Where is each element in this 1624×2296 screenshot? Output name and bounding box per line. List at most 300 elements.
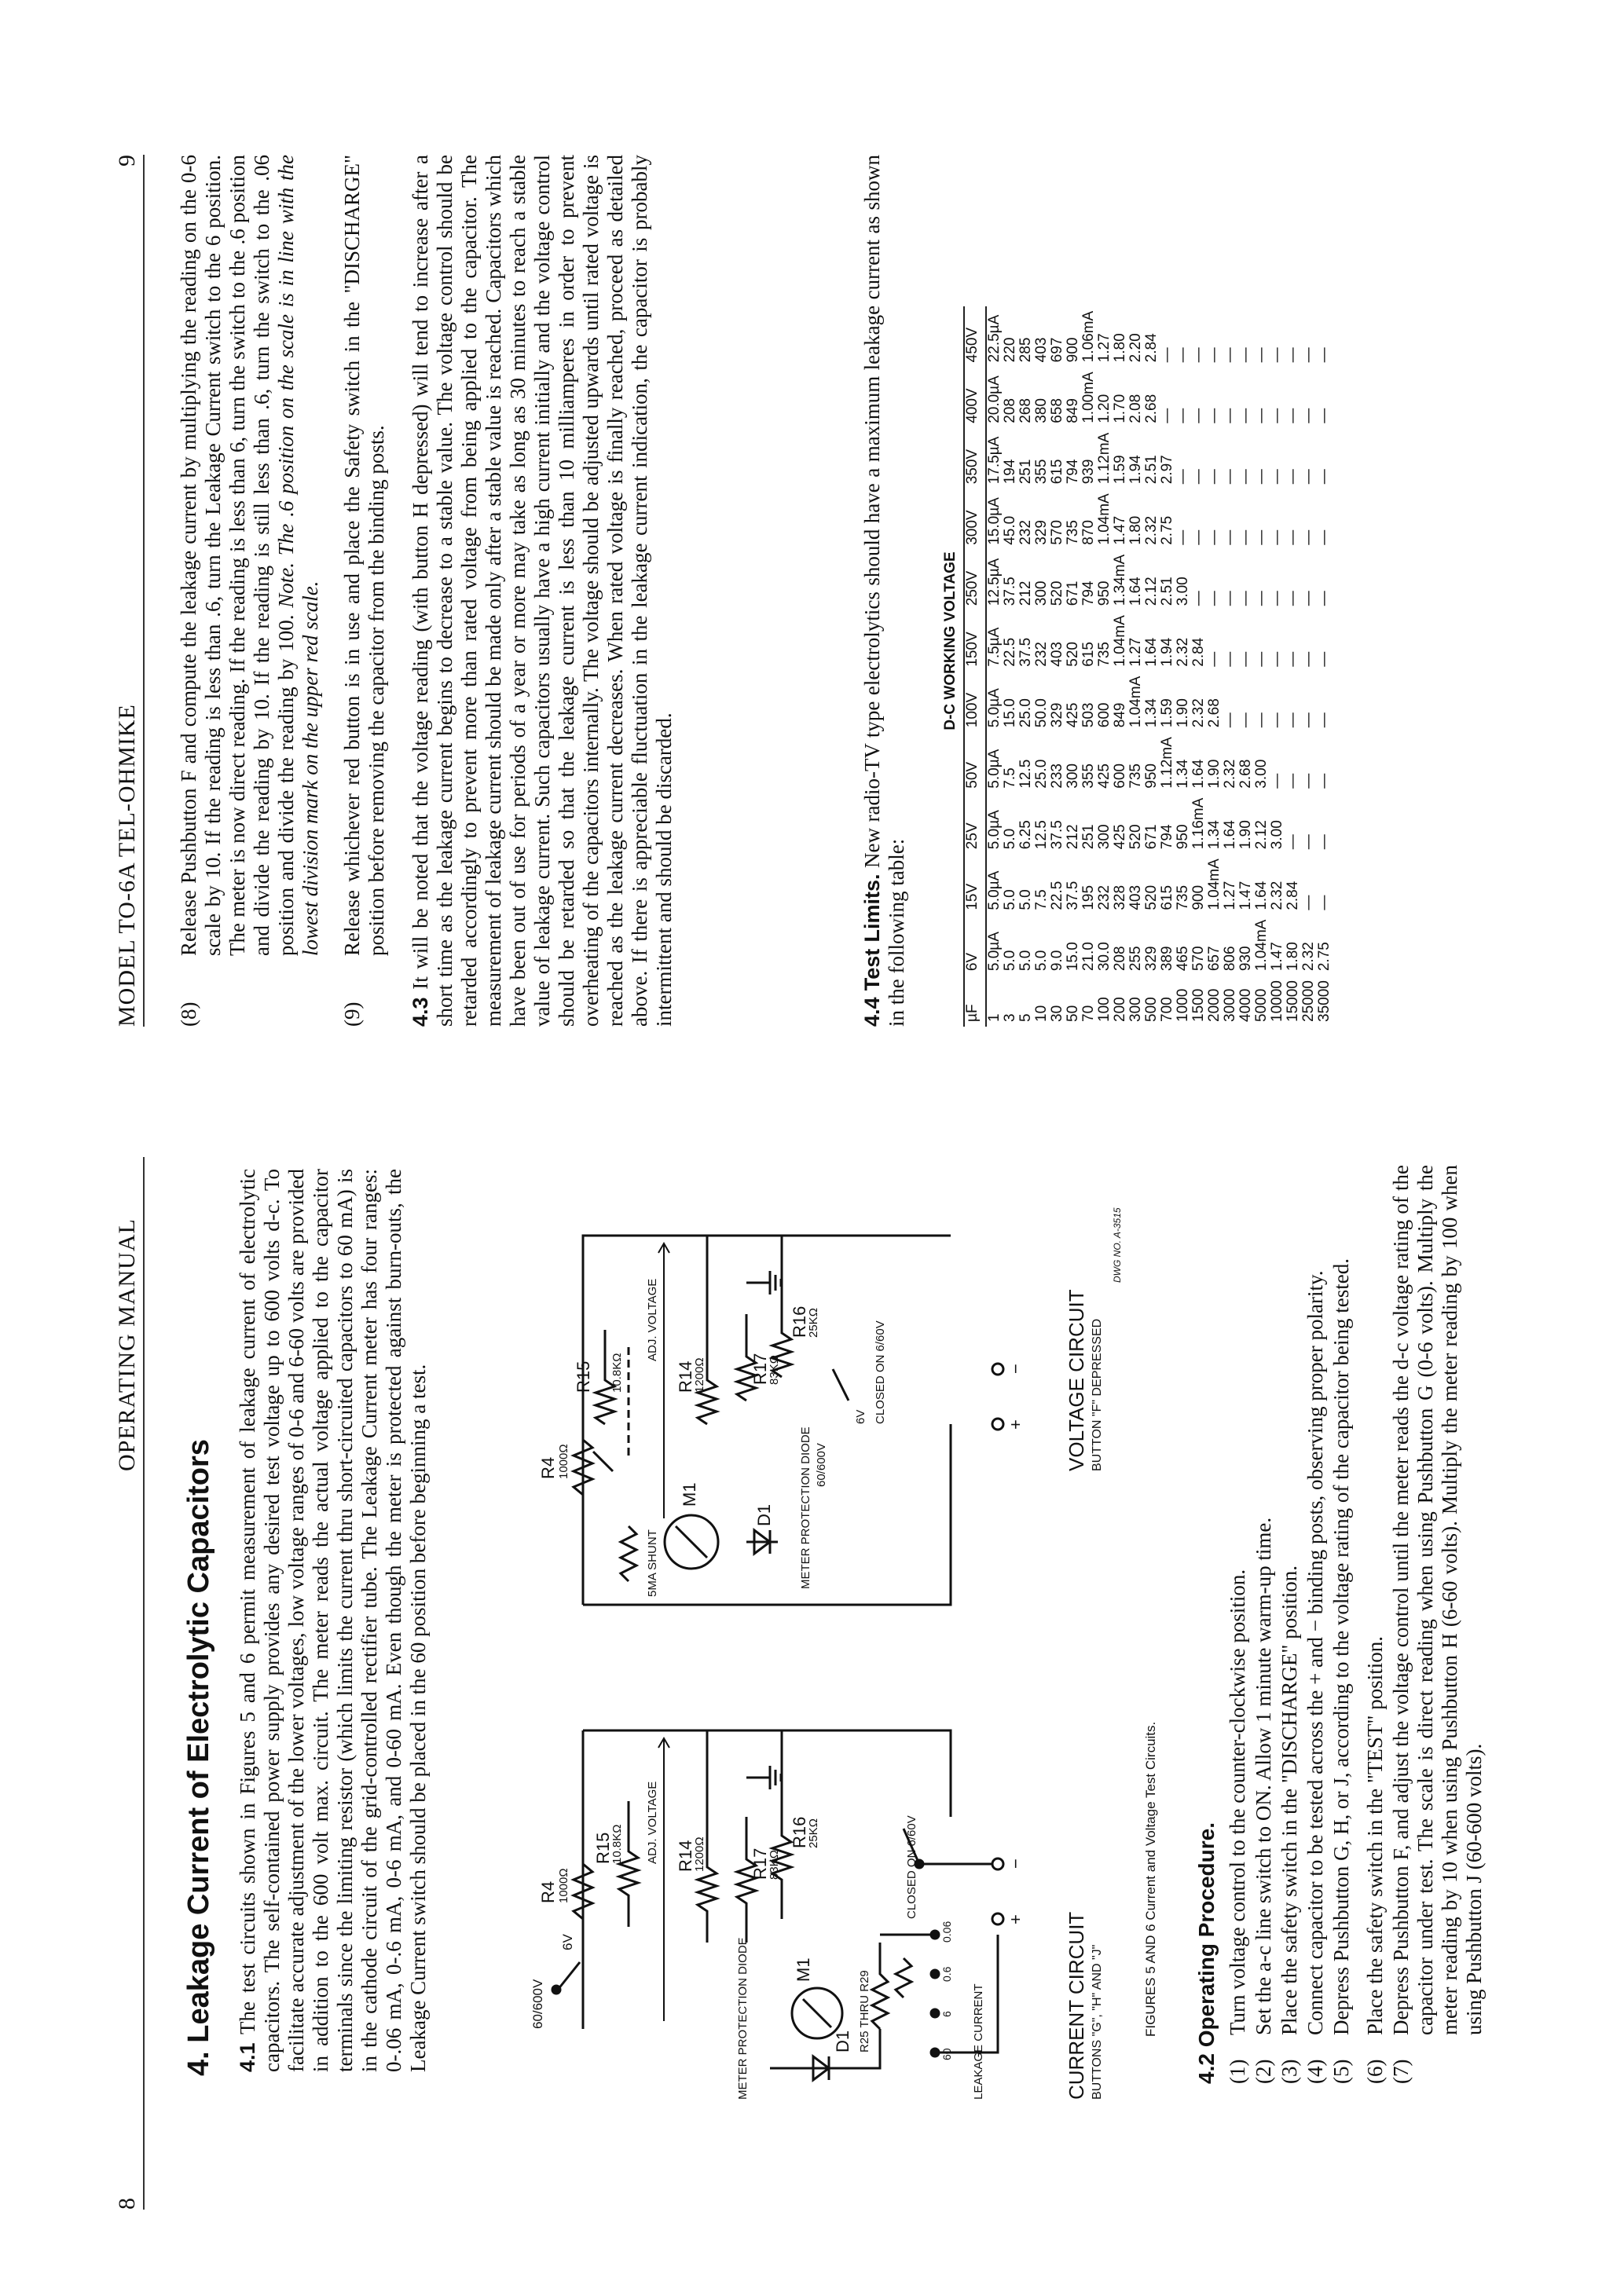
leakage-cell: — (1253, 529, 1270, 545)
para-4-4-text: New radio-TV type electrolytics should have a maximum leakage current as shown in the following table: (860, 154, 908, 1027)
leakage-limits-table (943, 306, 1333, 1027)
leakage-cell: — (1300, 773, 1317, 789)
leakage-cell: 1.34mA (1112, 554, 1128, 606)
leakage-cell: — (1269, 469, 1285, 485)
leakage-cell: 5.0 (1017, 889, 1034, 910)
leakage-cell: 1.64 (1127, 577, 1144, 606)
leakage-cell: 37.5 (1002, 577, 1018, 606)
range-contact-06 (931, 1970, 939, 1978)
r17-resistor (737, 1817, 756, 1943)
leakage-cell: 849 (1112, 702, 1128, 728)
leakage-cell: 794 (1159, 824, 1175, 850)
capacitance-cell: 300 (1127, 997, 1144, 1022)
section-4-heading: 4. Leakage Current of Electrolytic Capacitors (182, 1439, 215, 2076)
leakage-cell: 2.75 (1316, 942, 1333, 972)
r006-label: 0.06 (940, 1921, 953, 1943)
leakage-cell: 520 (1127, 824, 1144, 850)
column-header: 100V (964, 672, 986, 732)
leakage-cell: — (1285, 651, 1301, 667)
leakage-cell: — (1269, 591, 1285, 606)
leakage-cell: 208 (1112, 946, 1128, 972)
leakage-cell: 355 (1080, 764, 1097, 789)
leakage-cell: — (1237, 469, 1254, 485)
leakage-cell: 465 (1175, 946, 1191, 972)
para-4-3-text: It will be noted that the voltage reading (with button H depressed) will tend to increase after a short time as the leakage current begins to decrease to a stable value. The voltage control should be retarded accordingly to prevent more than rated voltage from being applied to the capacitor. The measurement of leakage current should be made only after a stable value is reached. Capacitors which have been out of use for periods of a year or more may take as long as 30 minutes to reach a stable value of leakage current. Such capacitors usually have a high current initially and the voltage control should be retarded so that the leakage current is less than 10 milliamperes in order to prevent overheating of the capacitors internally. The voltage should be adjusted upwards until rated voltage is reached as the leakage current decreases. When rated voltage is finally reached, proceed as detailed above. If there is appreciable fluctuation in the leakage current indication, the capacitor is probably intermittent and should be discarded. (409, 154, 676, 1027)
column-header: 15V (964, 854, 986, 914)
leakage-cell: — (1300, 834, 1317, 850)
leakage-cell: 503 (1080, 702, 1097, 728)
table-row (986, 306, 1003, 1027)
voltage-circuit-subtitle: BUTTON "F" DEPRESSED (1091, 1318, 1104, 1471)
leakage-cell: 615 (1049, 459, 1065, 485)
leakage-cell: 520 (1143, 884, 1160, 910)
leakage-cell: 520 (1065, 642, 1081, 667)
step-6 (1363, 1165, 1388, 2084)
leakage-cell: — (1300, 651, 1317, 667)
leakage-cell: 50.0 (1033, 698, 1050, 728)
table-row (1113, 306, 1128, 1027)
voltage-circuit-diagram (511, 1188, 1061, 1660)
leakage-cell: — (1285, 347, 1301, 363)
leakage-cell: 9.0 (1049, 950, 1065, 972)
step-number: (9) (340, 1002, 364, 1027)
switch-blade (558, 1962, 580, 1990)
leakage-cell: 657 (1206, 946, 1223, 972)
leakage-cell: 794 (1065, 459, 1081, 485)
leakage-cell: — (1269, 408, 1285, 423)
step-8-text: Release Pushbutton F and compute the leakage current by multiplying the reading on the 0-6 scale by 10. If the reading is less than .6, turn the Leakage Current switch to the 6 position. The meter is now direct reading. If the reading is less than 6, turn the switch to the .6 position and divide the reading by 10. If the reading is still less than .6, turn the switch to the .06 position and divide the reading by 100. (177, 155, 298, 956)
leakage-cell: 1.94 (1127, 455, 1144, 485)
leakage-cell: 1.04mA (1096, 493, 1113, 545)
leakage-cell: 194 (1002, 459, 1018, 485)
table-row (1270, 306, 1285, 1027)
leakage-cell: 2.84 (1190, 637, 1207, 667)
diode-label: METER PROTECTION DIODE (736, 1937, 750, 2100)
leakage-cell: — (1253, 591, 1270, 606)
v-ground (746, 1271, 781, 1294)
step-number: (8) (177, 1002, 200, 1027)
leakage-cell: — (1206, 529, 1223, 545)
leakage-cell: 1.16mA (1190, 797, 1207, 850)
leakage-cell: 425 (1112, 824, 1128, 850)
table-row (1144, 306, 1160, 1027)
minus-terminal (992, 1858, 1003, 1869)
v-minus-terminal (992, 1364, 1003, 1375)
v-r17-label: R17 (750, 1353, 770, 1385)
leakage-cell: 7.5 (1002, 767, 1018, 789)
leakage-cell: 2.08 (1127, 394, 1144, 423)
leakage-cell: 329 (1143, 946, 1160, 972)
step-text: Set the a-c line switch to ON. Allow 1 minute warm-up time. (1252, 1517, 1275, 2035)
leakage-cell: 329 (1033, 520, 1050, 545)
leakage-cell: 1.64 (1190, 759, 1207, 789)
table-row (1254, 306, 1270, 1027)
range-resistors (872, 1943, 888, 2029)
leakage-cell: 12.5µA (986, 558, 1003, 606)
column-header: 250V (964, 550, 986, 610)
left-page-number: 8 (114, 2197, 140, 2210)
leakage-cell: 7.5 (1033, 889, 1050, 910)
r6-label: 6 (940, 2011, 953, 2017)
leakage-cell: 900 (1065, 337, 1081, 363)
step-number: (1) (1226, 2059, 1249, 2084)
leakage-cell: — (1316, 529, 1333, 545)
leakage-cell: 2.68 (1237, 759, 1254, 789)
leakage-cell: — (1285, 773, 1301, 789)
leakage-cell: — (1175, 408, 1191, 423)
leakage-cell: 208 (1002, 398, 1018, 423)
leakage-cell: 1.64 (1143, 637, 1160, 667)
leakage-cell: 37.5 (1017, 637, 1034, 667)
leakage-cell: — (1206, 469, 1223, 485)
leakage-cell: 45.0 (1002, 515, 1018, 545)
step-text: Place the safety switch in the "TEST" position. (1363, 1636, 1387, 2035)
leakage-cell: 1.04mA (1127, 676, 1144, 728)
leakage-cell: 1.80 (1127, 515, 1144, 545)
v-r16-label: R16 (790, 1305, 809, 1338)
leakage-cell: 25.0 (1033, 759, 1050, 789)
leakage-cell: 570 (1190, 946, 1207, 972)
voltage-circuit-title: VOLTAGE CIRCUIT (1065, 1289, 1088, 1471)
r4-value: 1000Ω (557, 1868, 570, 1903)
leakage-cell: 300 (1096, 824, 1113, 850)
capacitance-cell: 15000 (1285, 980, 1301, 1022)
leakage-cell: 1.59 (1159, 698, 1175, 728)
leakage-cell: — (1253, 347, 1270, 363)
leakage-cell: 2.12 (1143, 577, 1160, 606)
table-corner (943, 976, 964, 1027)
para-4-1-text: The test circuits shown in Figures 5 and 6 permit measurement of leakage current of electrolytic capacitors. The self-contained power supply provides any desired test voltage up to 600 volts d-c. To facilitate accurate adjustment of the lower voltages, low voltage ranges of 0-6 and 6-60 volts are provided in addition to the 600 volt max. circuit. The meter reads the actual voltage applied to the capacitor terminals since the limiting resistor (which limits the current thru short-circuited capacitors to 60 mA) is in the cathode circuit of the grid-controlled rectifier tube. The Leakage Current meter has four ranges: 0-.06 mA, 0-.6 mA, 0-6 mA, and 0-60 mA. Even though the meter is protected against burn-outs, the Leakage Current switch should be placed in the 60 position before beginning a test. (236, 1169, 430, 2072)
plus-terminal (992, 1913, 1003, 1924)
v-r17-value: 83KΩ (768, 1355, 781, 1385)
leakage-cell: 950 (1143, 764, 1160, 789)
leakage-cell: 37.5 (1049, 820, 1065, 850)
para-4-3 (409, 155, 676, 1027)
table-row (1018, 306, 1034, 1027)
v-plus-terminal (992, 1419, 1003, 1430)
capacitance-cell: 70 (1080, 1005, 1097, 1022)
r15-value: 10.8KΩ (610, 1824, 624, 1864)
table-row (1160, 306, 1175, 1027)
leakage-cell: 658 (1049, 398, 1065, 423)
leakage-cell: 900 (1190, 884, 1207, 910)
column-header: µF (964, 976, 986, 1027)
step-9 (340, 155, 389, 1027)
leakage-cell: 5.0 (1033, 950, 1050, 972)
leakage-cell: — (1237, 529, 1254, 545)
para-4-4 (860, 155, 909, 1027)
leakage-cell: 5.0 (1002, 950, 1018, 972)
leakage-cell: 268 (1017, 398, 1034, 423)
leakage-cell: 233 (1049, 764, 1065, 789)
leakage-cell: 870 (1080, 520, 1097, 545)
leakage-cell: 403 (1127, 884, 1144, 910)
r14-value: 1200Ω (693, 1836, 706, 1872)
leakage-cell: — (1190, 408, 1207, 423)
range-contact-6 (931, 2009, 939, 2017)
leakage-cell: 794 (1080, 580, 1097, 606)
leakage-cell: 1.04mA (1112, 615, 1128, 667)
m1-label: M1 (794, 1957, 813, 1982)
leakage-cell: — (1222, 529, 1238, 545)
column-header: 400V (964, 367, 986, 427)
leakage-cell: 5.0 (1002, 828, 1018, 850)
leakage-cell: 1.90 (1206, 759, 1223, 789)
leakage-cell: 1.47 (1237, 881, 1254, 910)
leakage-cell: 5.0µA (986, 749, 1003, 789)
step-number: (2) (1252, 2059, 1275, 2084)
step-text: Depress Pushbutton G, H, or J, according to the voltage rating of the capacitor being tested. (1329, 1258, 1353, 2035)
leakage-cell: 1.34 (1175, 759, 1191, 789)
capacitance-cell: 10000 (1269, 980, 1285, 1022)
leakage-cell: — (1206, 591, 1223, 606)
leakage-cell: 2.75 (1159, 515, 1175, 545)
v-meter-needle (676, 1526, 707, 1558)
table-body (986, 306, 1333, 1027)
v-shunt-label: 5MA SHUNT (646, 1529, 659, 1597)
v-r14-label: R14 (676, 1360, 695, 1393)
leakage-cell: — (1269, 773, 1285, 789)
leakage-cell: 2.68 (1206, 698, 1223, 728)
v-r4-value: 1000Ω (557, 1444, 570, 1479)
leakage-cell: — (1316, 834, 1333, 850)
leakage-cell: 232 (1096, 884, 1113, 910)
column-header: 150V (964, 610, 986, 671)
column-header: 50V (964, 732, 986, 793)
leakage-cell: — (1253, 651, 1270, 667)
leakage-cell: 806 (1222, 946, 1238, 972)
table-row (1065, 306, 1081, 1027)
leakage-cell: 1.47 (1112, 515, 1128, 545)
capacitance-cell: 3000 (1222, 988, 1238, 1022)
v-r15-value: 10.8KΩ (610, 1353, 624, 1393)
leakage-cell: — (1253, 712, 1270, 728)
v-plus-label: + (1006, 1419, 1025, 1430)
step-text: Depress Pushbutton F, and adjust the voltage control until the meter reads the d-c voltage rating of the capacitor under test. The scale is direct reading when using Pushbutton G (0-6 volts). Multiply the meter reading by 10 when using Pushbutton H (6-60 volts). Multiply the meter reading by 100 when using Pushbutton J (60-600 volts). (1389, 1165, 1486, 2035)
capacitance-cell: 35000 (1316, 980, 1333, 1022)
step-1 (1226, 1165, 1250, 2084)
leakage-cell: 950 (1096, 580, 1113, 606)
leakage-cell: — (1190, 591, 1207, 606)
leakage-cell: 1.80 (1285, 942, 1301, 972)
leakage-cell: 1.34 (1143, 698, 1160, 728)
leakage-cell: — (1237, 591, 1254, 606)
leakage-cell: — (1222, 347, 1238, 363)
r4-label: R4 (538, 1880, 558, 1903)
leakage-cell: 22.5µA (986, 314, 1003, 363)
capacitance-cell: 1 (986, 1013, 1003, 1022)
leakage-cell: — (1222, 408, 1238, 423)
leakage-cell: 1.12mA (1096, 432, 1113, 485)
leakage-cell: 697 (1049, 337, 1065, 363)
leakage-cell: 37.5 (1065, 881, 1081, 910)
v-6v-label: 6V (854, 1409, 867, 1424)
leakage-cell: — (1300, 591, 1317, 606)
step-number: (7) (1389, 2059, 1413, 2084)
table-row (1034, 306, 1050, 1027)
r16-value: 25KΩ (807, 1818, 820, 1848)
leakage-cell: 1.27 (1222, 881, 1238, 910)
leakage-cell: 2.32 (1300, 942, 1317, 972)
column-header: 25V (964, 793, 986, 854)
leakage-cell: — (1285, 529, 1301, 545)
leakage-cell: 2.68 (1143, 394, 1160, 423)
leakage-cell: — (1206, 408, 1223, 423)
leakage-cell: — (1175, 469, 1191, 485)
leakage-cell: 403 (1049, 642, 1065, 667)
capacitance-cell: 5000 (1253, 988, 1270, 1022)
step-number: (4) (1303, 2059, 1327, 2084)
leakage-cell: — (1175, 529, 1191, 545)
leakage-cell: — (1175, 347, 1191, 363)
v-adj-label: ADJ. VOLTAGE (646, 1278, 659, 1361)
right-page-number: 9 (114, 154, 140, 167)
leakage-cell: 12.5 (1033, 820, 1050, 850)
leakage-cell: 15.0 (1065, 942, 1081, 972)
leakage-cell: 2.84 (1143, 333, 1160, 363)
sw-label: 60/600V (530, 1979, 545, 2029)
leakage-cell: 17.5µA (986, 436, 1003, 485)
leakage-cell: — (1222, 591, 1238, 606)
leakage-cell: 5.0 (1002, 889, 1018, 910)
v-r14-value: 1200Ω (693, 1357, 706, 1393)
leakage-cell: 5.0 (1017, 950, 1034, 972)
leakage-cell: 255 (1127, 946, 1144, 972)
step-number: (3) (1278, 2059, 1301, 2084)
r17-label: R17 (750, 1847, 770, 1880)
leakage-cell: — (1285, 591, 1301, 606)
leakage-cell: 328 (1112, 884, 1128, 910)
leakage-cell: — (1285, 834, 1301, 850)
leakage-cell: 950 (1175, 824, 1191, 850)
step-3 (1278, 1165, 1302, 2084)
drawing-number: DWG NO. A-3515 (1112, 1207, 1123, 1283)
leakage-cell: 735 (1065, 520, 1081, 545)
leakage-cell: — (1285, 712, 1301, 728)
leakage-cell: 2.32 (1175, 637, 1191, 667)
right-header-rule (143, 155, 145, 1027)
right-page (0, 1, 1624, 1148)
leakage-cell: 195 (1080, 884, 1097, 910)
capacitance-cell: 1000 (1175, 988, 1191, 1022)
r06-label: 0.6 (940, 1966, 953, 1982)
capacitance-cell: 10 (1033, 1005, 1050, 1022)
capacitance-cell: 2000 (1206, 988, 1223, 1022)
leakage-cell: — (1190, 469, 1207, 485)
leakage-cell: 389 (1159, 946, 1175, 972)
leakage-cell: — (1237, 347, 1254, 363)
leakage-cell: — (1159, 347, 1175, 363)
v-r15-label: R15 (574, 1360, 593, 1393)
leakage-cell: 425 (1065, 702, 1081, 728)
leakage-cell: — (1316, 591, 1333, 606)
leakage-cell: 939 (1080, 459, 1097, 485)
step-8 (177, 155, 323, 1027)
current-circuit-subtitle: BUTTONS "G", "H" AND "J" (1091, 1944, 1104, 2100)
leakage-cell: 600 (1096, 702, 1113, 728)
leakage-cell: — (1316, 347, 1333, 363)
leakage-cell: — (1316, 651, 1333, 667)
leakage-cell: 615 (1080, 642, 1097, 667)
v-diode-symbol (746, 1530, 778, 1554)
leakage-cell: 1.90 (1237, 820, 1254, 850)
leakage-cell: 15.0µA (986, 497, 1003, 545)
leakage-cell: 1.64 (1222, 820, 1238, 850)
leakage-cell: — (1269, 651, 1285, 667)
capacitance-cell: 50 (1065, 1005, 1081, 1022)
para-4-1 (236, 1169, 431, 2072)
r17-value: 83KΩ (768, 1850, 781, 1880)
leakage-cell: — (1300, 895, 1317, 910)
r14-label: R14 (676, 1840, 695, 1872)
right-running-head: MODEL TO-6A TEL-OHMIKE (114, 704, 140, 1027)
table-row (1128, 306, 1144, 1027)
capacitance-cell: 500 (1143, 997, 1160, 1022)
plus-label: + (1006, 1914, 1025, 1924)
leak-label: LEAKAGE CURRENT (972, 1983, 985, 2100)
column-header: 450V (964, 306, 986, 367)
v-shunt (621, 1526, 636, 1581)
leakage-cell: 220 (1002, 337, 1018, 363)
v-diode-label: METER PROTECTION DIODE (799, 1426, 812, 1589)
v6-label: 6V (560, 1934, 575, 1950)
table-row (1050, 306, 1065, 1027)
leakage-cell: — (1316, 895, 1333, 910)
range-resistors-2 (896, 1958, 911, 1998)
r60-label: 60 (940, 2048, 953, 2060)
step-text: Place the safety switch in the "DISCHARGE" position. (1278, 1565, 1301, 2035)
leakage-cell: 25.0 (1017, 698, 1034, 728)
left-page (0, 1148, 1624, 2296)
leakage-cell: 1.80 (1112, 333, 1128, 363)
step-number: (6) (1363, 2059, 1387, 2084)
leakage-cell: 615 (1159, 884, 1175, 910)
leakage-cell: 20.0µA (986, 375, 1003, 423)
leakage-cell: — (1237, 651, 1254, 667)
v-sw-label: 60/600V (815, 1443, 828, 1487)
table-row (1223, 306, 1238, 1027)
v-d1-label: D1 (754, 1503, 774, 1526)
leakage-cell: 2.97 (1159, 455, 1175, 485)
leakage-cell: 212 (1065, 824, 1081, 850)
figure-caption: FIGURES 5 AND 6 Current and Voltage Test Circuits. (1143, 1721, 1158, 2037)
leakage-cell: — (1300, 529, 1317, 545)
table-row (1097, 306, 1113, 1027)
leakage-cell: 12.5 (1017, 759, 1034, 789)
steps-8-9 (177, 155, 390, 1027)
leakage-cell: 2.20 (1127, 333, 1144, 363)
leakage-cell: 1.94 (1159, 637, 1175, 667)
r16-label: R16 (790, 1816, 809, 1848)
switch-node (552, 1986, 560, 1994)
table-group-row (943, 306, 964, 1027)
v-r16-value: 25KΩ (807, 1308, 820, 1338)
leakage-cell: — (1316, 469, 1333, 485)
leakage-cell: 7.5µA (986, 627, 1003, 667)
leakage-cell: 5.0µA (986, 932, 1003, 972)
capacitance-cell: 700 (1159, 997, 1175, 1022)
v-minus-label: − (1006, 1364, 1025, 1374)
table-group-header: D-C WORKING VOLTAGE (943, 306, 964, 976)
leakage-cell: 1.59 (1112, 455, 1128, 485)
leakage-cell: — (1253, 469, 1270, 485)
leakage-cell: — (1190, 529, 1207, 545)
leakage-cell: 5.0µA (986, 870, 1003, 910)
step-text (177, 155, 323, 956)
r15-label: R15 (593, 1832, 613, 1864)
leakage-cell: 212 (1017, 580, 1034, 606)
leakage-cell: 735 (1127, 764, 1144, 789)
